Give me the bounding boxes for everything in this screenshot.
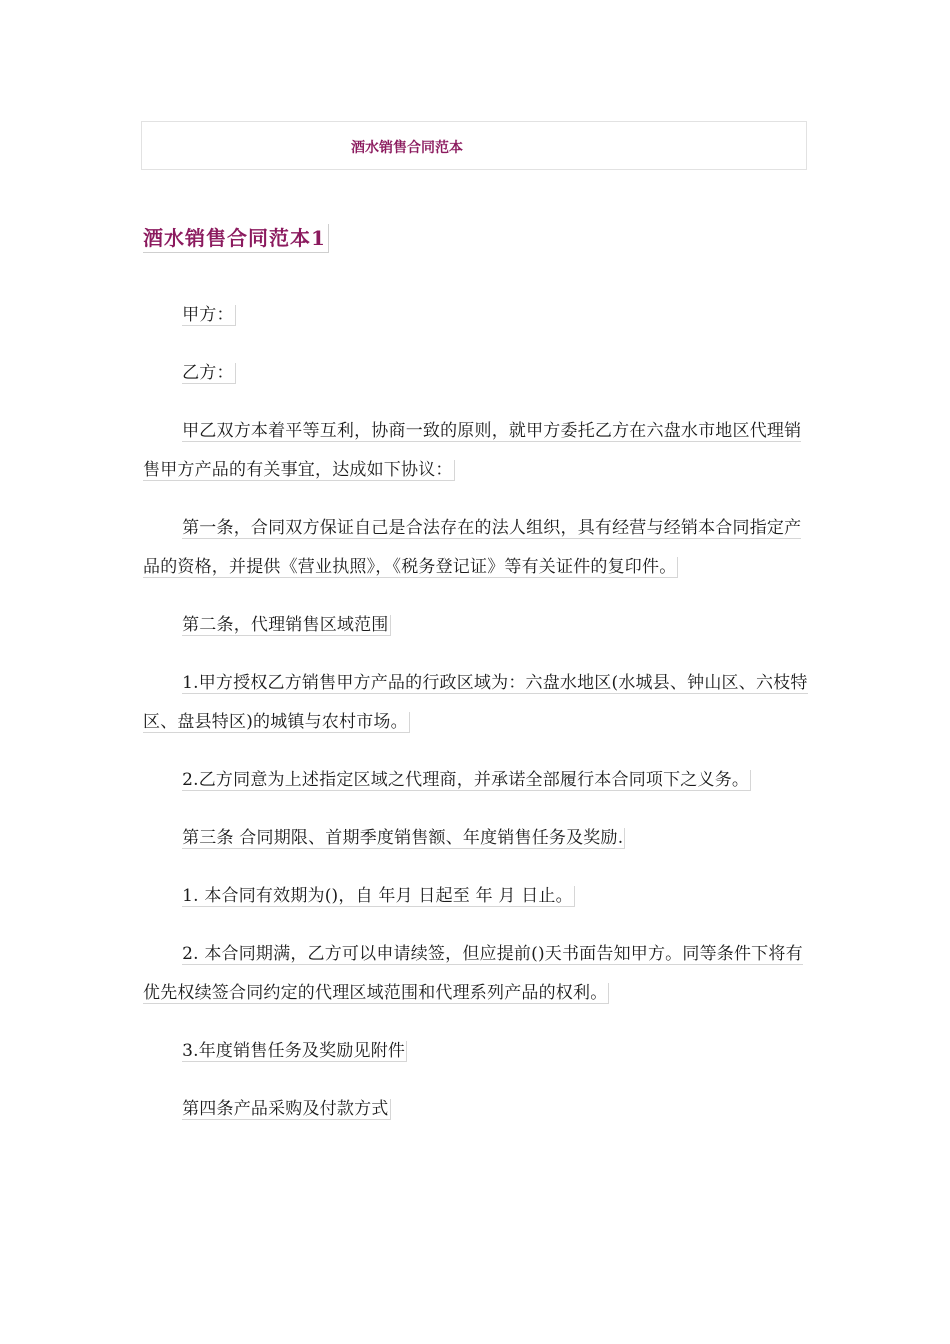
paragraph-article-4: 第四条产品采购及付款方式 bbox=[182, 1099, 389, 1119]
header-box bbox=[141, 121, 807, 170]
document-body bbox=[143, 296, 808, 1148]
paragraph-article-2: 第二条，代理销售区域范围 bbox=[182, 615, 389, 635]
paragraph-party-b: 乙方： bbox=[182, 363, 234, 383]
paragraph-article-2-item-1: 1.甲方授权乙方销售甲方产品的行政区域为：六盘水地区(水城县、钟山区、六枝特区、盘县特区)的城镇与农村市场。 bbox=[143, 673, 808, 732]
paragraph-preamble: 甲乙双方本着平等互利，协商一致的原则，就甲方委托乙方在六盘水市地区代理销售甲方产品的有关事宜，达成如下协议： bbox=[143, 421, 802, 480]
paragraph-article-3-item-2: 2. 本合同期满，乙方可以申请续签，但应提前()天书面告知甲方。同等条件下将有优先权续签合同约定的代理区域范围和代理系列产品的权利。 bbox=[143, 944, 803, 1003]
paragraph-article-3-item-1: 1. 本合同有效期为()，自 年月 日起至 年 月 日止。 bbox=[182, 886, 573, 906]
paragraph-article-3-item-3: 3.年度销售任务及奖励见附件 bbox=[182, 1041, 406, 1061]
document-title: 酒水销售合同范本1 bbox=[143, 224, 329, 253]
paragraph-article-2-item-2: 2.乙方同意为上述指定区域之代理商，并承诺全部履行本合同项下之义务。 bbox=[182, 770, 750, 790]
paragraph-article-3: 第三条 合同期限、首期季度销售额、年度销售任务及奖励. bbox=[182, 828, 624, 848]
paragraph-article-1: 第一条，合同双方保证自己是合法存在的法人组织，具有经营与经销本合同指定产品的资格，并提供《营业执照》，《税务登记证》等有关证件的复印件。 bbox=[143, 518, 802, 577]
paragraph-party-a: 甲方： bbox=[182, 305, 234, 325]
header-title: 酒水销售合同范本 bbox=[351, 140, 463, 156]
